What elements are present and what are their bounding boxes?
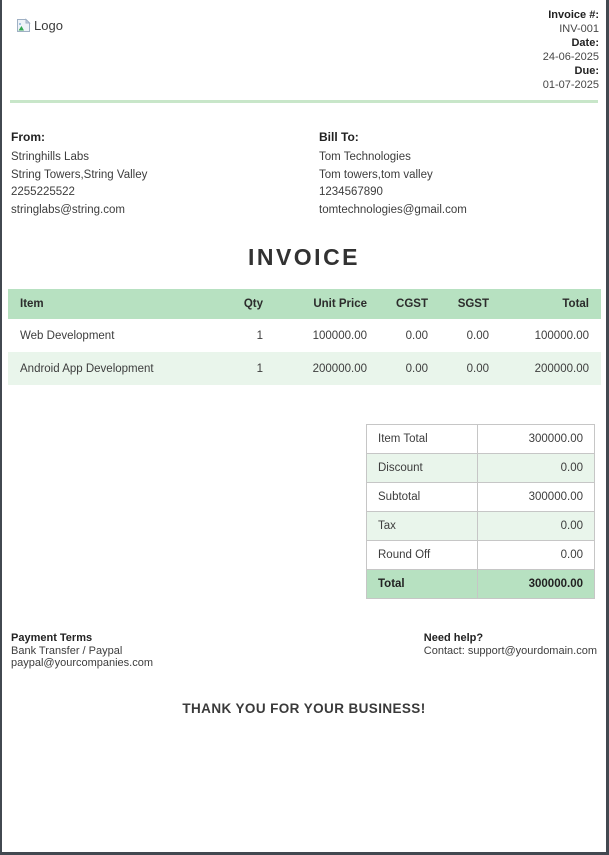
bill-to-label: Bill To: [319,130,359,144]
cell-unit-price: 200000.00 [312,362,367,375]
items-table [8,289,601,385]
invoice-number-value: INV-001 [559,23,599,35]
from-name: Stringhills Labs [11,151,89,163]
cell-cgst: 0.00 [405,362,428,375]
bill-to-address: Tom towers,tom valley [319,168,433,181]
broken-image-icon [16,18,31,33]
invoice-number-label: Invoice #: [548,9,599,21]
logo [16,18,63,33]
from-email: stringlabs@string.com [11,203,125,216]
logo-alt-text: Logo [34,18,63,33]
from-block [11,130,319,219]
from-address: String Towers,String Valley [11,168,148,181]
col-header-unit-price: Unit Price [275,289,379,319]
cell-qty: 1 [256,329,263,342]
table-row [8,352,601,385]
summary-row [367,425,595,454]
table-row [8,319,601,352]
cell-total: 200000.00 [534,362,589,375]
cell-item: Web Development [20,329,115,342]
cell-cgst: 0.00 [405,329,428,342]
page-title: INVOICE [247,244,361,270]
cell-sgst: 0.00 [466,362,489,375]
bill-to-email: tomtechnologies@gmail.com [319,203,467,216]
col-header-sgst: SGST [440,289,501,319]
parties-section [8,130,600,219]
thank-you-message: THANK YOU FOR YOUR BUSINESS! [182,700,426,716]
invoice-due-value: 01-07-2025 [542,79,599,91]
from-label: From: [11,130,45,144]
summary-row [367,512,595,541]
payment-method: Bank Transfer / Paypal [11,644,123,657]
summary-section [8,424,600,599]
payment-email: paypal@yourcompanies.com [11,657,154,669]
col-header-qty: Qty [198,289,275,319]
invoice-date-label: Date: [571,37,599,49]
summary-value: 300000.00 [478,425,595,454]
bill-to-name: Tom Technologies [319,151,411,163]
help-contact: Contact: support@yourdomain.com [423,644,597,657]
summary-total-value: 300000.00 [478,570,595,599]
cell-qty: 1 [256,362,263,375]
items-table-header-row [8,289,601,319]
summary-label: Discount [367,454,478,483]
summary-total-label: Total [367,570,478,599]
summary-label: Subtotal [367,483,478,512]
summary-total-row [367,570,595,599]
cell-unit-price: 100000.00 [312,329,367,342]
summary-label: Item Total [367,425,478,454]
need-help-label: Need help? [423,632,484,644]
bill-to-block [319,130,600,219]
col-header-cgst: CGST [379,289,440,319]
invoice-header [8,0,600,92]
green-divider [10,100,598,103]
col-header-item: Item [8,289,198,319]
summary-row [367,541,595,570]
invoice-footer [8,632,600,670]
invoice-date-value: 24-06-2025 [542,51,599,63]
payment-terms-block [11,632,153,670]
invoice-due-label: Due: [574,65,599,77]
bill-to-phone: 1234567890 [319,186,383,198]
summary-value: 0.00 [478,512,595,541]
from-phone: 2255225522 [11,186,75,198]
col-header-total: Total [501,289,601,319]
invoice-meta [543,8,599,92]
summary-table [366,424,595,599]
payment-terms-label: Payment Terms [11,632,93,644]
cell-item: Android App Development [20,362,154,375]
cell-sgst: 0.00 [466,329,489,342]
summary-label: Round Off [367,541,478,570]
cell-total: 100000.00 [534,329,589,342]
summary-row [367,454,595,483]
need-help-block [424,632,597,670]
summary-value: 0.00 [478,454,595,483]
summary-label: Tax [367,512,478,541]
summary-value: 0.00 [478,541,595,570]
summary-value: 300000.00 [478,483,595,512]
summary-row [367,483,595,512]
